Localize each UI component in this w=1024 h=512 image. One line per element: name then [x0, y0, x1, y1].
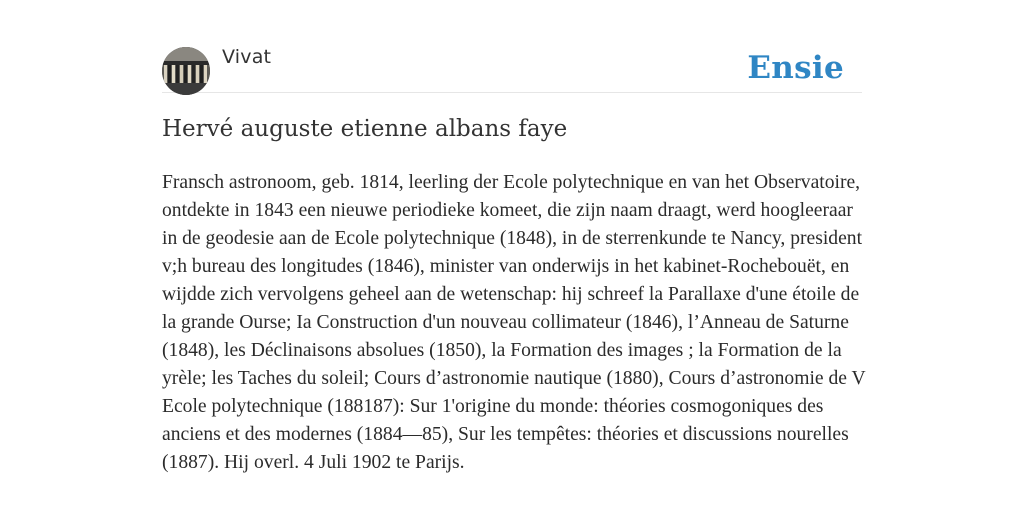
entry-header [162, 0, 862, 93]
author-avatar[interactable] [162, 47, 210, 95]
author-name[interactable]: Vivat [222, 46, 272, 68]
entry-card [162, 0, 866, 473]
brand-logo[interactable]: Ensie [747, 50, 844, 86]
books-avatar-icon [162, 47, 210, 95]
entry-body: Fransch astronoom, geb. 1814, leerling der Ecole polytechnique en van het Observatoire, ontdekte in 1843 een nieuwe periodieke komeet, die zijn naam draagt, werd hoogleeraar in de geodesie aan de Ecole polytechnique (1848), in de sterrenkunde te Nancy, president v;h bureau des longitudes (1846), minister van onderwijs in het kabinet-Rochebouët, en wijdde zich vervolgens geheel aan de wetenschap: hij schreef la Parallaxe d'une étoile de la grande Ourse; Ia Construction d'un nouveau collimateur (1846), l’Anneau de Saturne (1848), les Déclinaisons absolues (1850), la Formation des images ; la Formation de la yrèle; les Taches du soleil; Cours d’astronomie nautique (1880), Cours d’astronomie de V Ecole polytechnique (188187): Sur 1'origine du monde: théories cosmogoniques des anciens et des modernes (1884—85), Sur les tempêtes: théories et discussions nourelles (1887). Hij overl. 4 Juli 1902 te Parijs. [162, 172, 866, 473]
entry-title: Hervé auguste etienne albans faye [162, 116, 568, 142]
